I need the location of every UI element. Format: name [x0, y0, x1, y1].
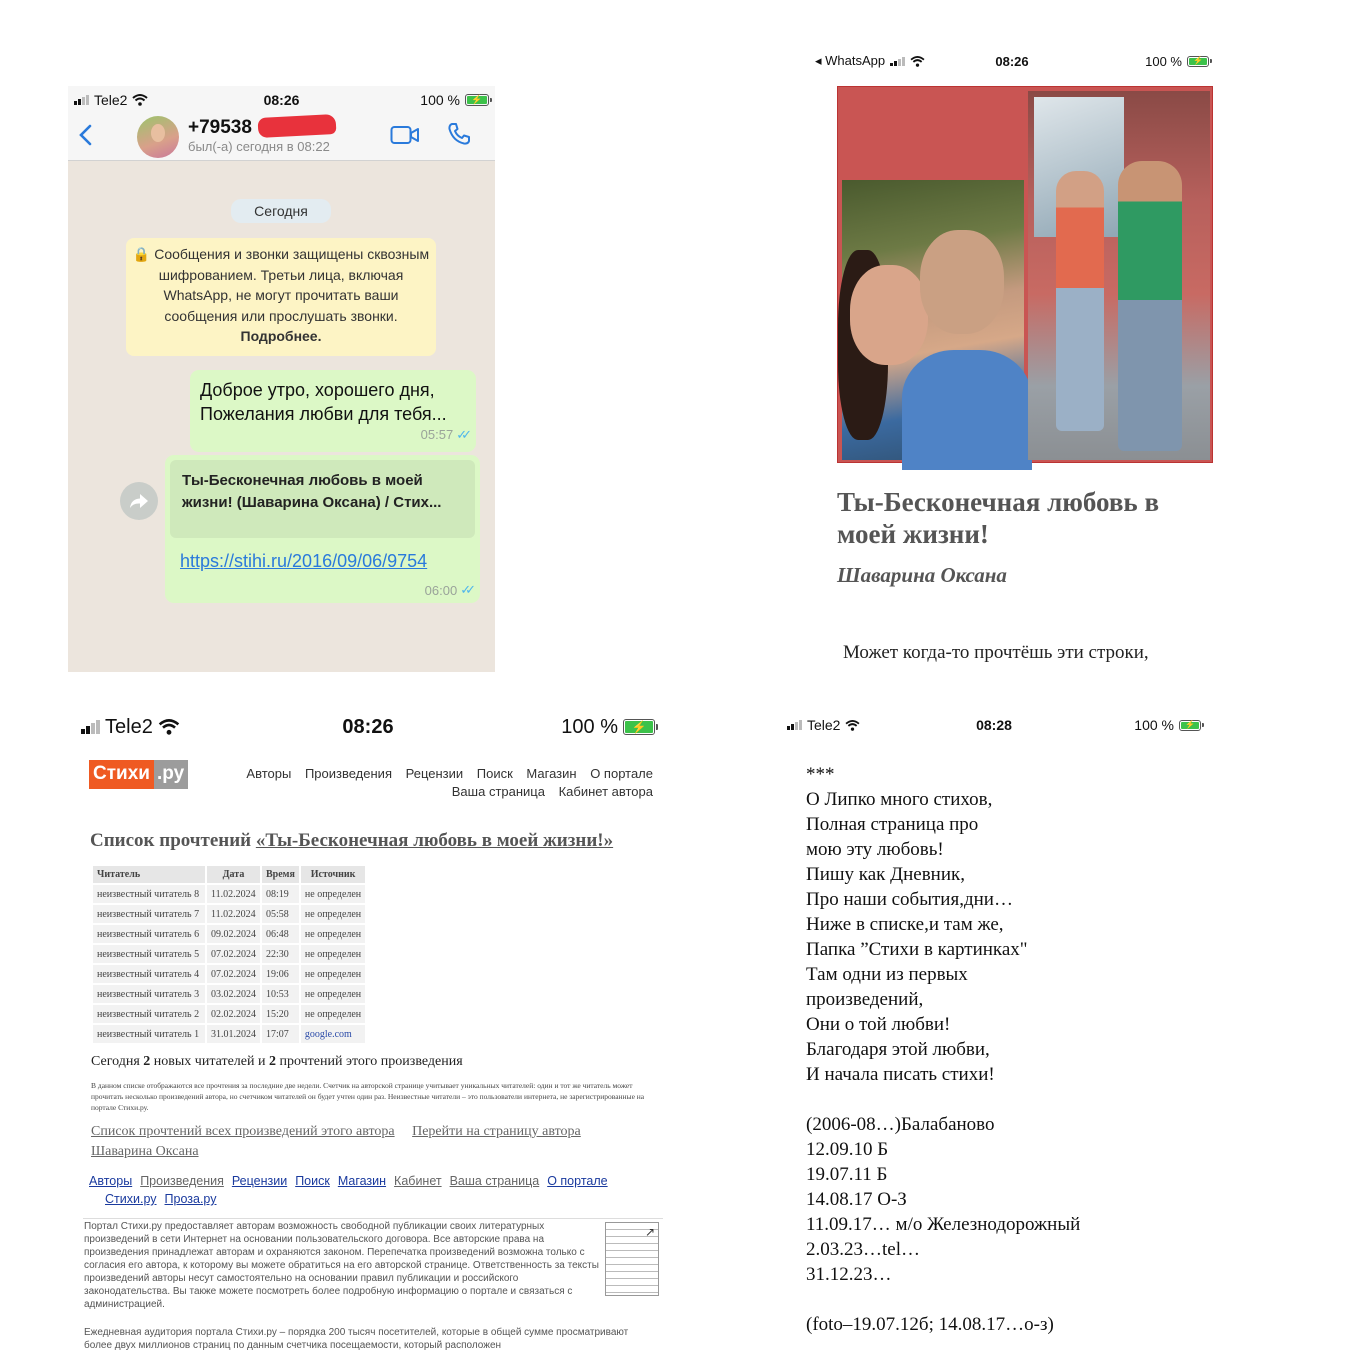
battery-icon: ⚡ [465, 94, 489, 106]
redaction-scribble [258, 114, 337, 138]
fine-print: В данном списке отображаются все прочтения за последние две недели. Счетчик на авторской странице учитывает уникальных читателей: один и тот же читатель может прочитать несколько произведений автора, но счетчиком читателей он будет учтен один раз. Неизвестные читатели – это пользователи интернета, не зарегистрированные на портале Стихи.ру. [91, 1081, 645, 1112]
footer-proza[interactable]: Проза.ру [164, 1192, 217, 1206]
footer-shop[interactable]: Магазин [337, 1174, 387, 1188]
wifi-icon [158, 719, 180, 735]
date-cell: 31.01.2024 [207, 1025, 260, 1043]
table-row [93, 985, 365, 1003]
status-bar [73, 710, 663, 744]
encryption-notice[interactable] [126, 238, 436, 356]
table-row [93, 965, 365, 983]
time-cell: 22:30 [262, 945, 299, 963]
heading-work-link[interactable]: «Ты-Бесконечная любовь в моей жизни!» [255, 830, 614, 851]
table-row [93, 905, 365, 923]
wifi-icon [132, 94, 148, 106]
battery-percent: 100 % [1145, 53, 1182, 69]
battery-icon: ⚡ [1179, 720, 1201, 731]
table-row [93, 1005, 365, 1023]
video-call-icon[interactable] [390, 125, 420, 145]
link-preview[interactable] [170, 460, 475, 538]
table-row [93, 1025, 365, 1043]
source-link-cell[interactable]: google.com [301, 1025, 365, 1043]
carrier-label: Tele2 [94, 92, 128, 108]
time-cell: 06:48 [262, 925, 299, 943]
status-time: 08:26 [995, 53, 1029, 69]
article-author[interactable]: Шаварина Оксана [837, 563, 1007, 587]
battery-percent: 100 % [420, 92, 460, 108]
source-cell: не определен [301, 965, 365, 983]
signal-icon [74, 95, 89, 105]
nav-works[interactable]: Произведения [304, 766, 392, 781]
footer-about[interactable]: О портале [547, 1174, 608, 1188]
footer-nav [89, 1172, 659, 1208]
footer-reviews[interactable]: Рецензии [231, 1174, 288, 1188]
nav-search[interactable]: Поиск [476, 766, 513, 781]
outgoing-link-message[interactable] [165, 455, 480, 603]
new-readers-count: 2 [143, 1054, 151, 1069]
nav-author-cabinet[interactable]: Кабинет автора [558, 784, 653, 799]
status-bar [68, 86, 495, 114]
date-cell: 11.02.2024 [207, 905, 260, 923]
stihi-logo[interactable] [89, 760, 188, 789]
top-nav [213, 765, 653, 801]
time-cell: 08:19 [262, 885, 299, 903]
message-time: 05:57 [420, 427, 454, 442]
table-row [93, 885, 365, 903]
reader-cell: неизвестный читатель 5 [93, 945, 205, 963]
source-cell: не определен [301, 885, 365, 903]
photo-collage [837, 86, 1213, 463]
legal-text: Портал Стихи.ру предоставляет авторам возможность свободной публикации своих литературных произведений в сети Интернет на основании пользовательского договора. Все авторские права на произведения принадлежат авторам и охраняются законом. Перепечатка произведений возможна только с согласия его автора, к которому вы можете обратиться на его авторской странице. Ответственность за тексты произведений авторы несут самостоятельно на основании правил публикации и российского законодательства. Вы также можете посмотреть более подробную информацию о портале и связаться с администрацией. [84, 1221, 599, 1310]
all-readings-link[interactable]: Список прочтений всех произведений этого автора [91, 1124, 395, 1139]
reader-cell: неизвестный читатель 7 [93, 905, 205, 923]
poem-text: *** О Липко много стихов, Полная страница про мою эту любовь! Пишу как Дневник, Про наши события,дни… Ниже в списке,и там же, Папка ”Стихи в картинках" Там одни из первых произведений, Они о той любви! Благодаря этой любви, И начала писать стихи! (2006-08…)Балабаново 12.09.10 Б 19.07.11 Б 14.08.17 О-З 11.09.17… м/о Железнодорожный 2.03.23…tel… 31.12.23… (foto–19.07.12б; 14.08.17…о-з) [806, 764, 1081, 1335]
time-cell: 15:20 [262, 1005, 299, 1023]
table-row [93, 925, 365, 943]
time-cell: 17:07 [262, 1025, 299, 1043]
audience-text: Ежедневная аудитория портала Стихи.ру – порядка 200 тысяч посетителей, которые в общей сумме просматривают более двух миллионов страниц по данным счетчика посещаемости, который расположен [84, 1327, 629, 1351]
reader-cell: неизвестный читатель 3 [93, 985, 205, 1003]
contact-name[interactable]: +79538 [188, 117, 252, 138]
status-time: 08:26 [263, 92, 300, 108]
stihi-readings-screenshot [73, 710, 663, 1351]
article-title: Ты-Бесконечная любовь в моей жизни! [837, 487, 1160, 549]
signal-icon [81, 720, 100, 734]
heading-prefix: Список прочтений [90, 830, 252, 851]
battery-percent: 100 % [1134, 717, 1174, 733]
visit-counter-badge[interactable] [605, 1222, 659, 1296]
footer-divider [83, 1218, 663, 1219]
nav-about[interactable]: О портале [590, 766, 653, 781]
nav-authors[interactable]: Авторы [246, 766, 292, 781]
message-text-line: Пожелания любви для тебя... [200, 404, 447, 424]
encryption-text: 🔒 Сообщения и звонки защищены сквозным шифрованием. Третьи лица, включая WhatsApp, не могут прочитать ваши сообщения или прослушать звонки. [132, 246, 430, 324]
carrier-label: Tele2 [807, 717, 841, 733]
time-cell: 05:58 [262, 905, 299, 923]
date-cell: 09.02.2024 [207, 925, 260, 943]
status-time: 08:26 [342, 715, 394, 738]
status-bar [781, 710, 1207, 740]
col-date: Дата [207, 866, 260, 883]
reader-cell: неизвестный читатель 6 [93, 925, 205, 943]
date-cell: 11.02.2024 [207, 885, 260, 903]
chat-header [68, 86, 495, 161]
footer-authors[interactable]: Авторы [89, 1174, 133, 1188]
table-row [93, 945, 365, 963]
nav-shop[interactable]: Магазин [526, 766, 577, 781]
col-reader: Читатель [93, 866, 205, 883]
read-ticks-icon: ✓✓ [460, 582, 470, 597]
message-link[interactable]: https://stihi.ru/2016/09/06/9754 [180, 551, 428, 571]
readings-table [91, 864, 367, 1045]
col-source: Источник [301, 866, 365, 883]
battery-percent: 100 % [561, 715, 618, 738]
footer-search[interactable]: Поиск [295, 1174, 330, 1188]
learn-more-link[interactable]: Подробнее. [240, 328, 322, 344]
date-cell: 07.02.2024 [207, 945, 260, 963]
date-cell: 02.02.2024 [207, 1005, 260, 1023]
preview-title-line: жизни! (Шаварина Оксана) / Стих... [182, 494, 442, 511]
author-page-link[interactable]: Перейти на страницу автора [412, 1124, 581, 1139]
date-cell: 07.02.2024 [207, 965, 260, 983]
summary-text: новых читателей и [150, 1054, 269, 1069]
source-cell: не определен [301, 1005, 365, 1023]
reader-cell: неизвестный читатель 4 [93, 965, 205, 983]
reader-cell: неизвестный читатель 1 [93, 1025, 205, 1043]
date-chip: Сегодня [231, 199, 331, 223]
footer-your-page[interactable]: Ваша страница [449, 1174, 540, 1188]
logo-part-a: Стихи [89, 760, 154, 789]
col-time: Время [262, 866, 299, 883]
summary-text: прочтений этого произведения [275, 1054, 463, 1069]
author-name-link[interactable]: Шаварина Оксана [91, 1144, 199, 1159]
poem-first-line: Может когда-то прочтёшь эти строки, [843, 642, 1149, 663]
wifi-icon [910, 56, 925, 67]
source-cell: не определен [301, 985, 365, 1003]
footer-cabinet[interactable]: Кабинет [394, 1174, 442, 1188]
today-summary [91, 1054, 463, 1070]
logo-part-b: .ру [154, 760, 188, 789]
outgoing-message[interactable] [190, 370, 476, 452]
forward-arrow-icon [129, 493, 149, 509]
back-to-app-label[interactable]: ◂ WhatsApp [815, 53, 886, 68]
readings-count: 2 [268, 1054, 276, 1069]
source-cell: не определен [301, 905, 365, 923]
status-time: 08:28 [976, 717, 1012, 733]
arrow-icon: ↗ [644, 1225, 655, 1239]
nav-reviews[interactable]: Рецензии [405, 766, 464, 781]
signal-icon [787, 720, 802, 730]
phone-call-icon[interactable] [447, 122, 471, 146]
date-cell: 03.02.2024 [207, 985, 260, 1003]
battery-icon: ⚡ [623, 719, 655, 735]
footer-works[interactable]: Произведения [140, 1174, 224, 1188]
reader-cell: неизвестный читатель 8 [93, 885, 205, 903]
source-cell: не определен [301, 945, 365, 963]
contact-avatar[interactable] [137, 116, 179, 158]
wifi-icon [845, 720, 860, 731]
message-time: 06:00 [424, 582, 458, 598]
status-bar [809, 46, 1215, 76]
reader-cell: неизвестный читатель 2 [93, 1005, 205, 1023]
whatsapp-chat-screenshot [68, 86, 495, 672]
couple-standing-photo [1028, 91, 1210, 460]
read-ticks-icon: ✓✓ [456, 427, 466, 442]
battery-icon: ⚡ [1187, 56, 1209, 67]
poem-screenshot [781, 710, 1207, 1344]
summary-text: Сегодня [91, 1054, 144, 1069]
page-heading [90, 830, 613, 852]
source-cell: не определен [301, 925, 365, 943]
footer-stihi[interactable]: Стихи.ру [105, 1192, 157, 1206]
carrier-label: Tele2 [105, 715, 153, 738]
nav-your-page[interactable]: Ваша страница [451, 784, 545, 799]
author-links [91, 1122, 651, 1162]
signal-icon [890, 57, 905, 66]
forward-button[interactable] [120, 482, 158, 520]
message-text-line: Доброе утро, хорошего дня, [200, 380, 435, 400]
couple-selfie-photo [842, 180, 1024, 460]
article-screenshot [809, 46, 1215, 672]
back-chevron-icon[interactable] [78, 124, 92, 146]
time-cell: 19:06 [262, 965, 299, 983]
contact-last-seen: был(-а) сегодня в 08:22 [188, 139, 330, 154]
preview-title-line: Ты-Бесконечная любовь в моей [182, 472, 423, 489]
time-cell: 10:53 [262, 985, 299, 1003]
